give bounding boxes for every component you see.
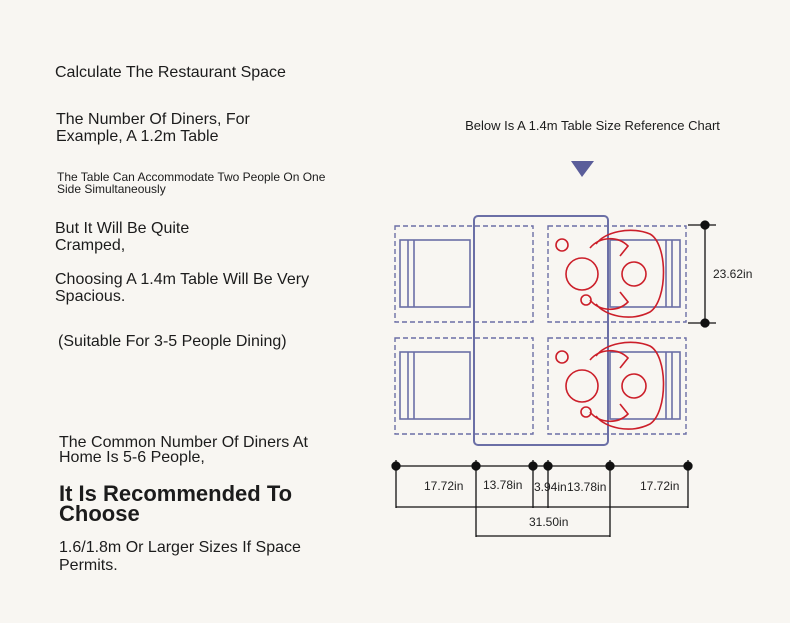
diagram-caption: Below Is A 1.4m Table Size Reference Chart bbox=[465, 118, 720, 133]
suitable-text: (Suitable For 3-5 People Dining) bbox=[58, 333, 287, 350]
down-arrow-icon bbox=[571, 161, 594, 177]
diners-text: The Number Of Diners, For Example, A 1.2m Table bbox=[56, 111, 250, 145]
common-diners-text: The Common Number Of Diners At Home Is 5-6 People, bbox=[59, 434, 308, 466]
height-dim-label: 23.62in bbox=[713, 267, 753, 281]
sizes-text: 1.6/1.8m Or Larger Sizes If Space Permits. bbox=[59, 539, 301, 574]
dim-label-5: 17.72in bbox=[640, 479, 680, 493]
heading-text: Calculate The Restaurant Space bbox=[55, 64, 286, 81]
recommend-text: It Is Recommended To Choose bbox=[59, 481, 293, 526]
accommodate-text: The Table Can Accommodate Two People On One Side Simultaneously bbox=[57, 170, 326, 196]
dim-label-1: 17.72in bbox=[424, 479, 464, 493]
chair-left-top bbox=[400, 240, 470, 307]
total-dim-label: 31.50in bbox=[529, 515, 569, 529]
dim-label-3: 3.94in bbox=[534, 480, 567, 494]
cramped-text: But It Will Be Quite Cramped, bbox=[55, 220, 190, 254]
chair-right-bottom bbox=[610, 352, 680, 419]
chair-left-bottom bbox=[400, 352, 470, 419]
chair-right-top bbox=[610, 240, 680, 307]
dim-label-4: 13.78in bbox=[567, 480, 607, 494]
table-outline bbox=[474, 216, 608, 445]
height-dimension bbox=[688, 221, 716, 327]
dim-label-2: 13.78in bbox=[483, 478, 523, 492]
spacious-text: Choosing A 1.4m Table Will Be Very Spacious. bbox=[55, 271, 310, 305]
